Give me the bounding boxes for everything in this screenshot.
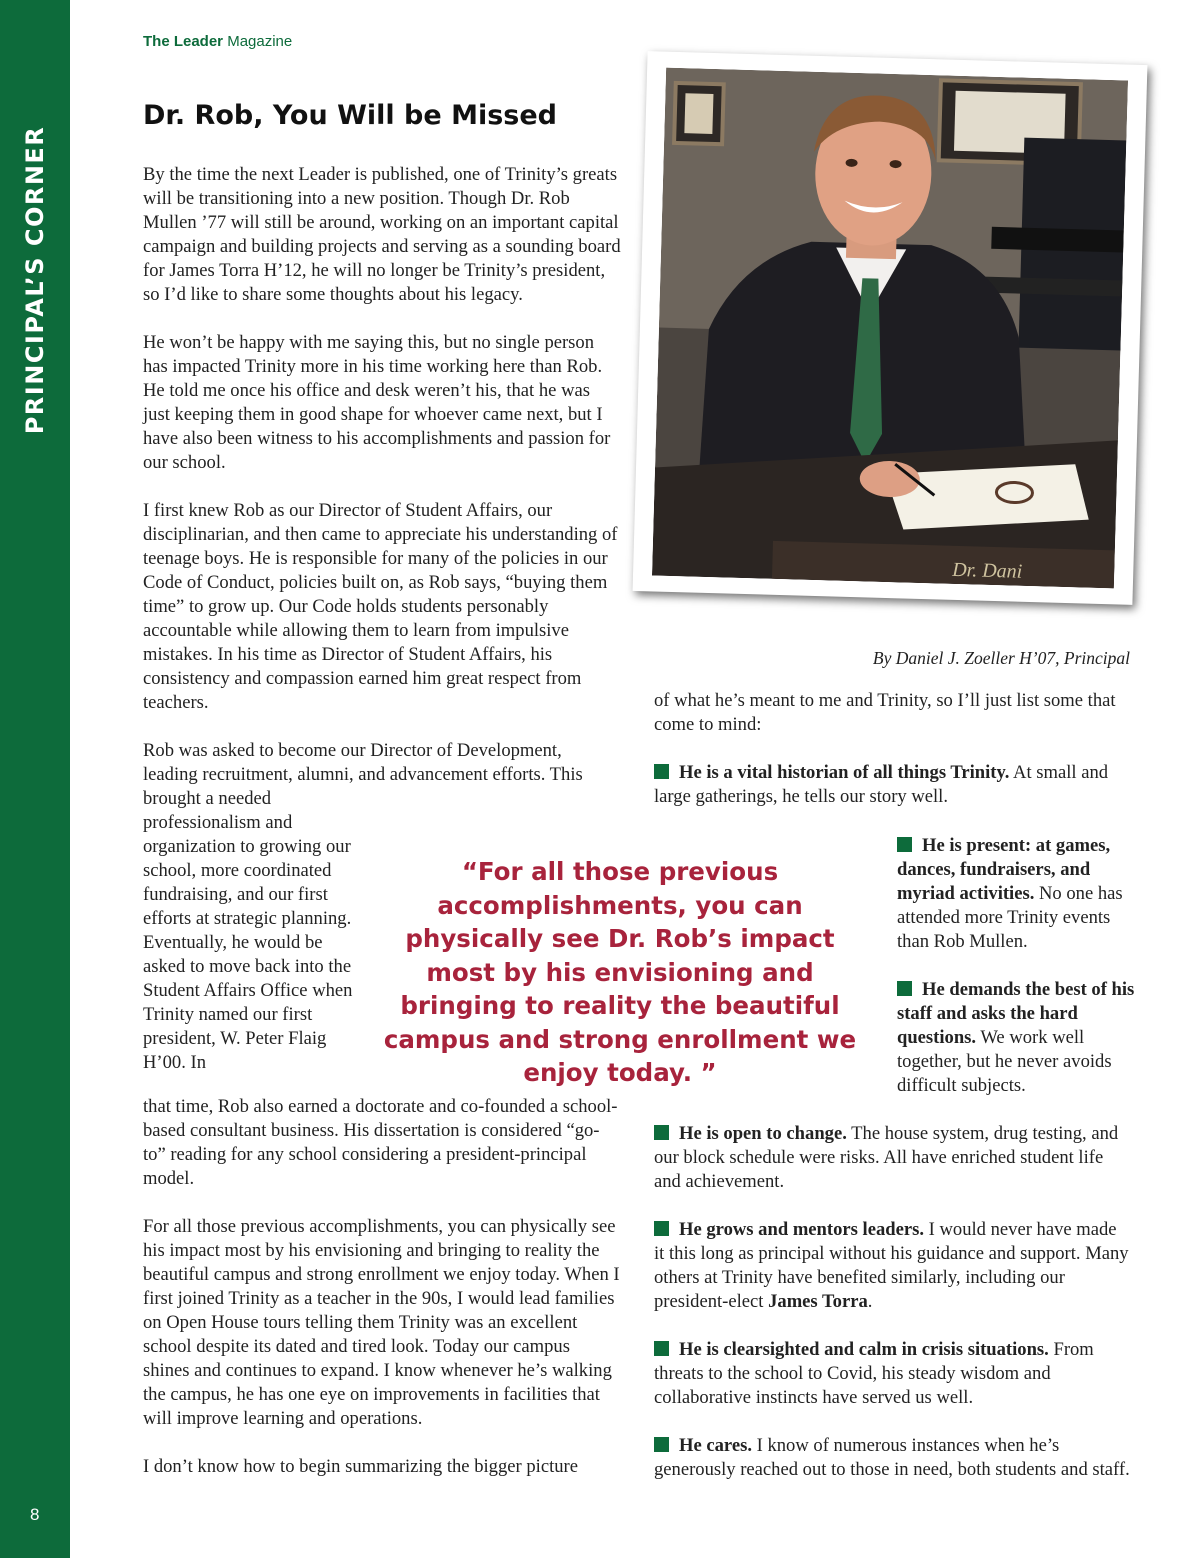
bullet-lead: He is a vital historian of all things Trinity. [679,762,1010,783]
paragraph-wrap-around-quote: brought a needed professionalism and organization to growing our school, more coordinated fundraising, and our first efforts at strategic planning. Eventually, he would be asked to move back into the Student Affairs Office when Trinity named our first president, W. Peter Flaig H’00. In [143,788,353,1073]
right-column [654,689,1130,833]
right-column-continued [654,1122,1130,1506]
pull-quote: “For all those previous accomplishments, you can physically see Dr. Rob’s impact most by his envisioning and bringing to reality the beautiful campus and strong enrollment we enjoy today. ” [383,857,857,1087]
bullet-square-icon [654,1125,669,1140]
bullet-item [654,761,1130,809]
bullet-square-icon [654,1221,669,1236]
masthead-section: Magazine [223,33,293,50]
paragraph: I don’t know how to begin summarizing the bigger picture [143,1456,578,1477]
bullet-lead: He is open to change. [679,1123,847,1144]
section-label: PRINCIPAL’S CORNER [21,125,49,435]
bullet-item [654,1122,1130,1194]
bullet-item [654,1338,1130,1410]
bullet-text: I know of numerous instances when he’s generously reached out to those in need, both students and staff. [654,1435,1130,1480]
paragraph: of what he’s meant to me and Trinity, so I’ll just list some that come to mind: [654,690,1116,735]
bullet-lead: He cares. [679,1435,752,1456]
bullet-item [897,834,1137,954]
paragraph: Rob was asked to become our Director of Development, leading recruitment, alumni, and advancement efforts. This [143,740,583,785]
paragraph: I first knew Rob as our Director of Student Affairs, our disciplinarian, and then came to appreciate his understanding of teenage boys. He is responsible for many of the policies in our Code of Conduct, policies built on, as Rob says, “buying them time” to grow up. Our Code holds students personably accountable while allowing them to learn from impulsive mistakes. In his time as Director of Student Affairs, his consistency and compassion earned him great respect from teachers. [143,500,618,713]
right-column-narrow [897,834,1137,1122]
bullet-text: At small and large gatherings, he tells our story well. [654,762,1109,807]
bullet-text: No one has attended more Trinity events than Rob Mullen. [897,883,1123,952]
bullet-text: I would never have made it this long as principal without his guidance and support. Many others at Trinity have benefited similarly, including our president-elect [654,1219,1129,1312]
bullet-text: The house system, drug testing, and our block schedule were risks. All have enriched student life and achievement. [654,1123,1119,1192]
desk-nameplate: Dr. Dani [951,558,1023,583]
bullet-square-icon [654,764,669,779]
bullet-lead: He is present: at games, dances, fundraisers, and myriad activities. [897,835,1111,904]
bullet-item [654,1434,1130,1482]
bullet-lead: He is clearsighted and calm in crisis situations. [679,1339,1049,1360]
bullet-end: . [867,1291,873,1312]
bullet-name: James Torra [768,1291,868,1312]
bullet-square-icon [897,837,912,852]
bullet-square-icon [654,1341,669,1356]
portrait-illustration [652,68,1128,589]
bullet-square-icon [897,981,912,996]
bullet-text: From threats to the school to Covid, his steady wisdom and collaborative instincts have served us well. [654,1339,1094,1408]
paragraph: He won’t be happy with me saying this, but no single person has impacted Trinity more in his time working here than Rob. He told me once his office and desk weren’t his, that he was just keeping them in good shape for whoever came next, but I have also been witness to his accomplishments and passion for our school. [143,332,611,473]
bullet-lead: He grows and mentors leaders. [679,1219,924,1240]
bullet-lead: He demands the best of his staff and asks the hard questions. [897,979,1135,1048]
bullet-item [897,978,1137,1098]
article-title: Dr. Rob, You Will be Missed [143,100,557,131]
bullet-square-icon [654,1437,669,1452]
paragraph: By the time the next Leader is published, one of Trinity’s greats will be transitioning into a new position. Though Dr. Rob Mullen ’77 will still be around, working on an important capital campaign and building projects and serving as a sounding board for James Torra H’12, he will no longer be Trinity’s president, so I’d like to share some thoughts about his legacy. [143,164,621,305]
paragraph: For all those previous accomplishments, you can physically see his impact most by his envisioning and bringing to reality the beautiful campus and strong enrollment we enjoy today. When I first joined Trinity as a teacher in the 90s, I would lead families on Open House tours telling them Trinity was an excellent school despite its dated and tired look. Today our campus shines and continues to expand. I know whenever he’s walking the campus, he has one eye on improvements in facilities that will improve learning and operations. [143,1216,620,1429]
bullet-text: We work well together, but he never avoids difficult subjects. [897,1027,1112,1096]
section-sidebar [0,0,70,1558]
byline: By Daniel J. Zoeller H’07, Principal [872,648,1130,668]
left-column-continued [143,1095,621,1503]
masthead-brand: The Leader [143,33,224,50]
portrait-photo-frame [633,51,1148,605]
page-number: 8 [30,1505,40,1524]
bullet-item [654,1218,1130,1314]
portrait-photo [652,68,1128,589]
paragraph: that time, Rob also earned a doctorate and co-founded a school-based consultant business. His dissertation is considered “go-to” reading for any school considering a president-principal model. [143,1096,618,1189]
masthead [143,33,292,50]
